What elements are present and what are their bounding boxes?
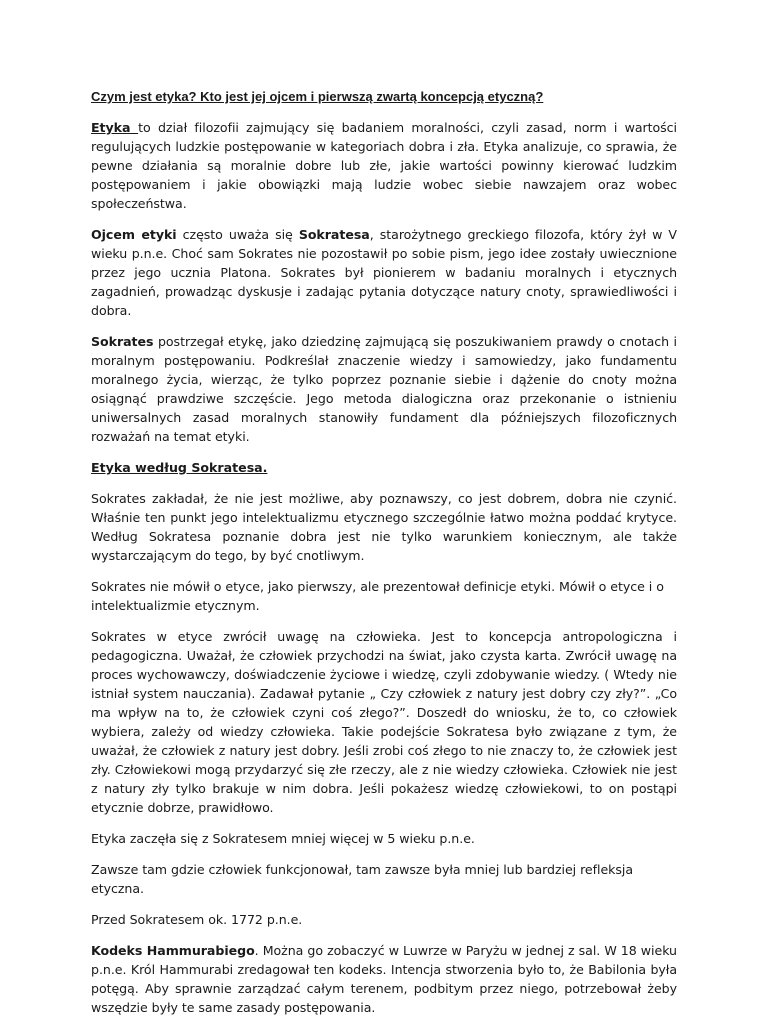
paragraph-definitions: Sokrates nie mówił o etyce, jako pierwszy, ale prezentował definicje etyki. Mówił o etyce i o intelektualizmie etycznym. bbox=[91, 579, 664, 613]
paragraph-father-of-ethics: Ojcem etyki często uważa się Sokratesa, starożytnego greckiego filozofa, który żył w V wieku p.n.e. Choć sam Sokrates nie pozostawił po sobie pism, jego idee zostały uwiecznione przez jego ucznia Platona. Sokrates był pionierem w badaniu moralnych i etycznych zagadnień, prowadząc dyskusje i zadając pytania dotyczące natury cnoty, sprawiedliwości i dobra. bbox=[91, 227, 677, 318]
document-heading: Czym jest etyka? Kto jest jej ojcem i pierwszą zwartą koncepcją etyczną? bbox=[91, 89, 544, 104]
paragraph-intellectualism: Sokrates zakładał, że nie jest możliwe, aby poznawszy, co jest dobrem, dobra nie czynić. Właśnie ten punkt jego intelektualizmu etycznego szczególnie łatwo można poddać krytyce. Według Sokratesa poznanie dobra jest nie tylko warunkiem koniecznym, ale także wystarczającym do tego, by być cnotliwym. bbox=[91, 491, 677, 563]
paragraph-anthropology: Sokrates w etyce zwrócił uwagę na człowieka. Jest to koncepcja antropologiczna i pedagogiczna. Uważał, że człowiek przychodzi na świat, jako czysta karta. Zwrócił uwagę na proces wychowawczy, doświadczenie życiowe i wiedzę, czyli zdobywanie wiedzy. ( Wtedy nie istniał system nauczania). Zadawał pytanie „ Czy człowiek z natury jest dobry czy zły?”. „Co ma wpływ na to, że człowiek czyni coś złego?”. Doszedł do wniosku, że to, co człowiek wybiera, zależy od wiedzy człowieka. Takie podejście Sokratesa było związane z tym, że uważał, że człowiek z natury jest dobry. Jeśli zrobi coś złego to nie znaczy to, że człowiek jest zły. Człowiekowi mogą przydarzyć się złe rzeczy, ale z nie wiedzy człowieka. Człowiek nie jest z natury zły tylko brakuje w nim dobra. Jeśli pokażesz wiedzę człowiekowi, to on postąpi etycznie dobrze, prawidłowo. bbox=[91, 629, 677, 815]
term-kodeks-hammurabiego: Kodeks Hammurabiego bbox=[91, 943, 255, 958]
paragraph-socrates-view: Sokrates postrzegał etykę, jako dziedzinę zajmującą się poszukiwaniem prawdy o cnotach i moralnym postępowaniu. Podkreślał znaczenie wiedzy i samowiedzy, jako fundamentu moralnego życia, wierząc, że tylko poprzez poznanie siebie i dążenie do cnoty można osiągnąć prawdziwe szczęście. Jego metoda dialogiczna oraz przekonanie o istnieniu uniwersalnych zasad moralnych stanowiły fundament dla późniejszych filozoficznych rozważań na temat etyki. bbox=[91, 334, 677, 444]
paragraph-definition: Etyka to dział filozofii zajmujący się badaniem moralności, czyli zasad, norm i wartości regulujących ludzkie postępowanie w kategoriach dobra i zła. Etyka analizuje, co sprawia, że pewne działania są moralnie dobre lub złe, jakie wartości powinny kierować ludzkim postępowaniem i jakie obowiązki mają ludzie wobec siebie nawzajem oraz wobec społeczeństwa. bbox=[91, 120, 678, 211]
term-etyka: Etyka bbox=[91, 120, 139, 135]
paragraph-hammurabi: Kodeks Hammurabiego. Można go zobaczyć w Luwrze w Paryżu w jednej z sal. W 18 wieku p.n.e. Król Hammurabi zredagował ten kodeks. Intencja stworzenia było to, że Babilonia była potęgą. Aby sprawnie zarządzać całym terenem, podbitym przez niego, potrzebował żeby wszędzie były te same zasady postępowania. bbox=[91, 943, 677, 1015]
section-title: Etyka według Sokratesa. bbox=[91, 460, 268, 475]
term-sokratesa: Sokratesa bbox=[298, 227, 370, 242]
term-ojcem-etyki: Ojcem etyki bbox=[91, 227, 177, 242]
paragraph-beginning: Etyka zaczęła się z Sokratesem mniej więcej w 5 wieku p.n.e. bbox=[91, 831, 475, 846]
term-sokrates: Sokrates bbox=[91, 334, 154, 349]
paragraph-before-socrates: Przed Sokratesem ok. 1772 p.n.e. bbox=[91, 912, 303, 927]
paragraph-reflection: Zawsze tam gdzie człowiek funkcjonował, tam zawsze była mniej lub bardziej refleksja etyczna. bbox=[91, 862, 634, 896]
